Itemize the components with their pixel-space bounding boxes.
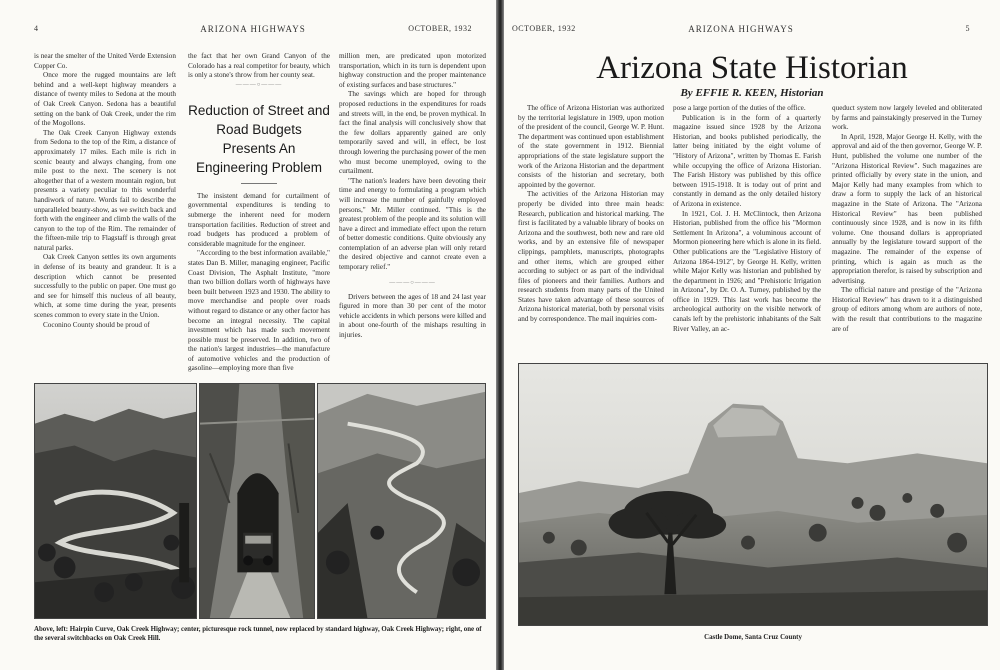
paragraph: queduct system now largely leveled and obliterated by farms and painstakingly preserved in the Turney work.: [832, 104, 982, 132]
page-number: 5: [965, 24, 970, 33]
paragraph: The Oak Creek Canyon Highway extends from Sedona to the top of the Rim, a distance of approximately 17 miles. Each mile is rich in scenic beauty and always changing, from one mile post to the next. The scenery is not altogether that of a western mountain region, but presents a variety peculiar to this wonderful handiwork of nature. Words fail to describe the unparalleled beauty-show, as we switch back and forth with the engineer and climb the walls of the canyon to the top of the Rim. The remainder of the fifteen-mile trip to Flagstaff is through great natural parks.: [34, 128, 176, 252]
photo-rock-tunnel: [199, 383, 315, 619]
photo-switchbacks: [317, 383, 486, 619]
paragraph: the fact that her own Grand Canyon of the Colorado has a real competitor for beauty, which is only a stone's throw from her county seat.: [188, 52, 330, 80]
text-column-1: [34, 52, 176, 362]
issue-date: OCTOBER, 1932: [408, 24, 472, 33]
paragraph: Oak Creek Canyon settles its own arguments in defense of its beauty and grandeur. It is a description which cannot be presented successfully to the public on paper. One must go and see for himself this nucleus of all beauty, which, at some time during the year, presents scenes common to every state in the Union.: [34, 253, 176, 320]
photo-hairpin-curve: [34, 383, 197, 619]
paragraph: Drivers between the ages of 18 and 24 last year figured in more than 30 per cent of the motor vehicle accidents in which persons were killed and in about one-fourth of the mishaps resulting in injuries.: [339, 292, 486, 340]
paragraph: Once more the rugged mountains are left behind and a well-kept highway meanders a distance of twenty miles to Sedona at the mouth of Oak Creek Canyon. Sedona has a beautiful setting on the bank of Oak Creek, under the rim of the Mogollons.: [34, 71, 176, 128]
photo-castle-dome: [518, 363, 988, 626]
magazine-name: ARIZONA HIGHWAYS: [688, 24, 794, 34]
magazine-name: ARIZONA HIGHWAYS: [200, 24, 306, 34]
paragraph: The savings which are hoped for through proposed reductions in the expenditures for roads and streets will, in the end, be proven mythical. In fact the final analysis will conclusively show that the few dollars apparently gained are only temporarily saved and will, in effect, be lost through lowering the purchasing power of the men who must become unemployed, owing to the curtailment.: [339, 90, 486, 176]
paragraph: In 1921, Col. J. H. McClintock, then Arizona Historian, published from the office his "Mormon Settlement In Arizona", a voluminous account of Mormon pioneering here which is alone in its field. Other publications are the "Legislative History of Arizona 1864-1912", by George H. Kelly, written while Major Kelly was historian and published by the department in 1926; and "Prehistoric Irrigation in Arizona", by Dr. O. A. Turney, published by the office in 1929. This last work has become the archeological authority on the visible network of canals left by the prehistoric inhabitants of the Salt River Valley, an ac-: [673, 209, 821, 333]
byline-text: By EFFIE R. KEEN, Historian: [680, 87, 824, 99]
text-column-3: [832, 104, 982, 360]
paragraph: The activities of the Arizona Historian may properly be divided into three main heads: Research, publication and historical marking. The first is facilitated by a valuable library of books on Arizona and the southwest, both new and rare old works, and by an extensive file of newspaper clippings, pamphlets, manuscripts, photographs and other items, which are grouped either according to subject or as part of the individual files of pioneers and their families. Authors and research students from many parts of the United States have taken advantage of these sources of Arizona historical material, both by personal visits and by correspondence. The mail inquiries com-: [518, 190, 664, 324]
text-column-2: [188, 52, 330, 373]
text-column-1: [518, 104, 664, 360]
book-gutter: [496, 0, 504, 670]
article-title: Arizona State Historian: [596, 50, 908, 86]
right-page: [504, 0, 1000, 670]
text-column-2: [673, 104, 821, 360]
divider: [241, 183, 277, 184]
paragraph: The insistent demand for curtailment of governmental expenditures is tending to submerge the inherent need for modern transportation facilities. Reduction of street and road budgets has produced a problem of considerable magnitude for the engineer.: [188, 191, 330, 248]
page-number: 4: [34, 24, 39, 33]
article-headline: Reduction of Street and Road Budgets Presents An Engineering Problem: [188, 102, 330, 175]
paragraph: Coconino County should be proud of: [43, 320, 150, 329]
paragraph: The official nature and prestige of the "Arizona Historical Review" has drawn to it a distinguished group of editors among whom are authors of note, with the result that contributions to the magazine are of: [832, 286, 982, 333]
paragraph: Publication is in the form of a quarterly magazine issued since 1928 by the Arizona Historian, and books published periodically, the latter being initiated by the eight volume of "History of Arizona", written by Thomas E. Farish while occupying the office of Arizona Historian. The Farish History was published by this office between 1915-1918. It is today out of print and constantly in demand as the only detailed history of Arizona in existence.: [673, 113, 821, 208]
paragraph: "The nation's leaders have been devoting their time and energy to formulating a program which will increase the number of gainfully employed persons," Mr. Miller continued. "This is the greatest problem of the people and its solution will have a direct and immediate effect upon the return of better domestic conditions. Quite obviously any contemplation of an adverse plan will only retard the desired objective and cannot create even a temporary relief.": [339, 176, 486, 272]
ornament-divider: ———○———: [235, 81, 283, 88]
ornament-divider: ———○———: [389, 279, 436, 286]
paragraph: pose a large portion of the duties of the office.: [673, 104, 806, 112]
issue-date: OCTOBER, 1932: [512, 24, 576, 33]
paragraph: million men, are predicated upon motorized transportation, which in its turn is dependent upon highway construction and the proper maintenance of existing surfaces and base structures.": [339, 52, 486, 89]
left-page: [0, 0, 496, 670]
text-column-3: [339, 52, 486, 362]
photo-caption: Above, left: Hairpin Curve, Oak Creek Highway; center, picturesque rock tunnel, now replaced by standard highway, Oak Creek Highway; right, one of the several switchbacks on Oak Creek Hill.: [34, 626, 482, 642]
photo-caption: Castle Dome, Santa Cruz County: [704, 634, 802, 641]
paragraph: "According to the best information available," states Dan B. Miller, managing engineer, Pacific Coast Division, The Asphalt Institute, "more than two billion dollars worth of highways have been built between 1923 and 1930. The ability to move merchandise and people over roads without regard to distance or any other factor has become an integral necessity. The capital investment which has made such movement possible must be preserved. In addition, two of the nation's largest industries—the manufacture of automotive vehicles and the production of gasoline—employing more than five: [188, 249, 330, 373]
byline: [504, 86, 1000, 100]
running-head-right: [512, 24, 970, 38]
paragraph: In April, 1928, Major George H. Kelly, with the approval and aid of the then governor, George W. P. Hunt, published the volume one number of the "Arizona Historical Review". Such magazines are printed officially by every state in the union, and Major Kelly had many examples from which to draw a form to supply the lack of an historical magazine in the State of Arizona. The "Arizona Historical Review" has been published continuously since 1928, and is now in its fifth volume. One thousand dollars is appropriated annually by the legislature toward support of the magazine. The remainder of the expense of printing, which is again as much as the appropriation therefor, is raised by subscription and advertising.: [832, 132, 982, 285]
paragraph: The office of Arizona Historian was authorized by the territorial legislature in 1909, upon motion of the president of the council, George W. P. Hunt. The department was continued upon establishment of the state government in 1912. Biennial appropriations of the state legislature support the work of the Arizona Historian and the department consists of the historian and secretary, both appointed by the governor.: [518, 104, 664, 189]
paragraph: is near the smelter of the United Verde Extension Copper Co.: [34, 52, 176, 70]
running-head-left: [34, 24, 472, 38]
